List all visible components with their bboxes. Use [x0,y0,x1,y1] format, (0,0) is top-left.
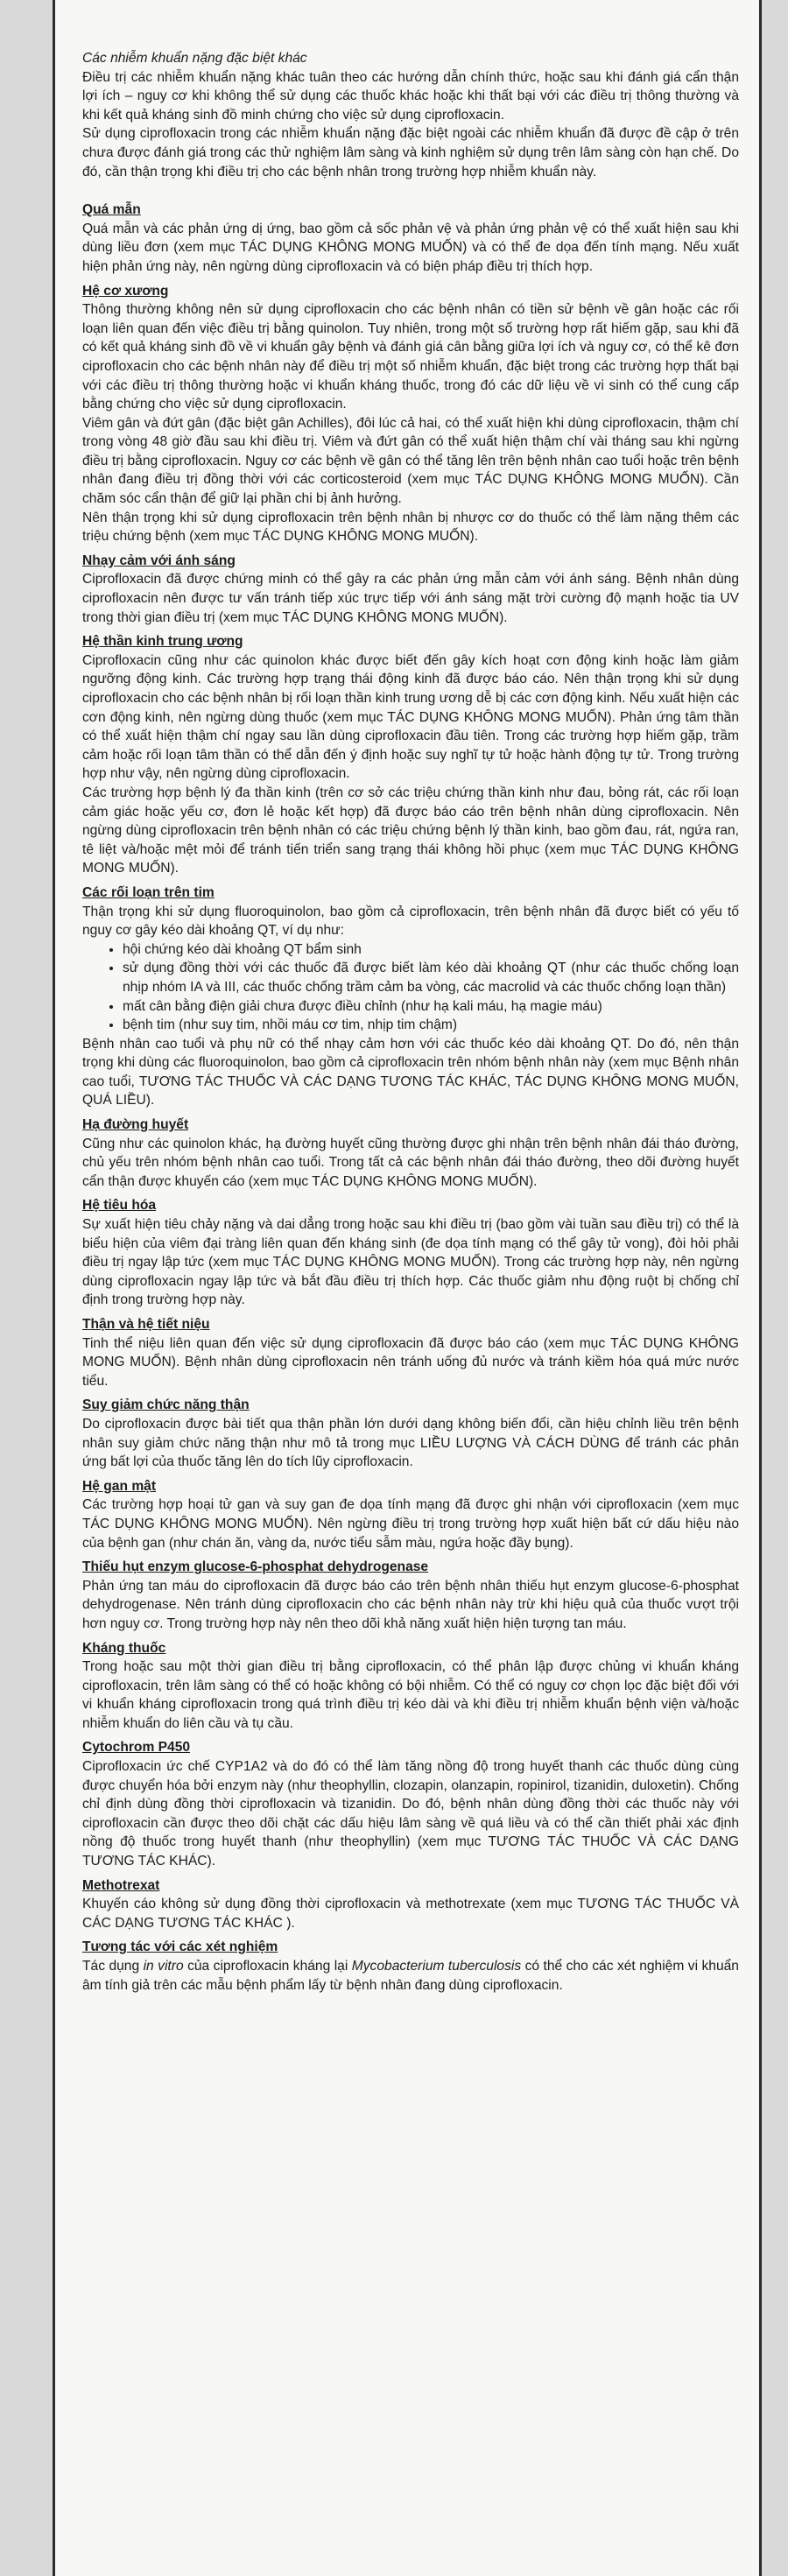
list-item: • mất cân bằng điện giải chưa được điều chỉnh (như hạ kali máu, hạ magie máu) [123,997,739,1017]
section [82,1738,739,1870]
section [82,1876,739,1933]
intro-title: Các nhiễm khuẩn nặng đặc biệt khác [82,51,307,66]
section-title: Hệ cơ xương [82,283,169,299]
section [82,282,739,546]
section-paragraph: Phản ứng tan máu do ciprofloxacin đã được báo cáo trên bệnh nhân thiếu hụt enzym glucose-6-phosphat dehydrogenase. Nên tránh dùng ciprofloxacin cho các bệnh nhân này trừ khi hiệu quả của thuốc vượt trội hơn nguy cơ. Trong trường hợp này nên theo dõi khả năng xuất hiện hiện tượng tan máu. [82,1578,739,1631]
intro-paragraph-1: Điều trị các nhiễm khuẩn nặng khác tuân theo các hướng dẫn chính thức, hoặc sau khi đánh giá cẩn thận lợi ích – nguy cơ khi không thể sử dụng các thuốc khác hoặc khi thất bại với các điều trị thông thường và khi kết quả kháng sinh đồ minh chứng cho việc sử dụng ciprofloxacin. [82,69,739,123]
section [82,1477,739,1552]
section-paragraph: Viêm gân và đứt gân (đặc biệt gân Achilles), đôi lúc cả hai, có thể xuất hiện khi dùng ciprofloxacin, thậm chí trong vòng 48 giờ đầu sau khi điều trị. Viêm và đứt gân có thể xuất hiện thậm chí vài tháng sau khi ngừng điều trị bằng ciprofloxacin. Nguy cơ các bệnh về gân có thể tăng lên trên bệnh nhân cao tuổi hoặc trên bệnh nhân đang điều trị đồng thời với các corticosteroid (xem mục TÁC DỤNG KHÔNG MONG MUỐN). Cần chăm sóc cẩn thận để giữ lại phần chi bị ảnh hưởng. [82,415,739,507]
section-title: Cytochrom P450 [82,1740,191,1756]
section [82,1639,739,1734]
section-title: Hệ gan mật [82,1478,157,1494]
section [82,1116,739,1191]
section-paragraph: Cũng như các quinolon khác, hạ đường huyết cũng thường được ghi nhận trên bệnh nhân đái tháo đường, chủ yếu trên nhóm bệnh nhân cao tuổi. Trong tất cả các bệnh nhân đái tháo đường, theo dõi đường huyết cẩn thận được khuyến cáo (xem mục TÁC DỤNG KHÔNG MONG MUỐN). [82,1136,739,1189]
section-paragraph: Do ciprofloxacin được bài tiết qua thận phần lớn dưới dạng không biến đổi, cần hiệu chỉnh liều trên bệnh nhân suy giảm chức năng thận như mô tả trong mục LIỀU LƯỢNG VÀ CÁCH DÙNG để tránh các phản ứng bất lợi của thuốc tăng lên do tích lũy ciprofloxacin. [82,1416,739,1470]
section-paragraph: Sự xuất hiện tiêu chảy nặng và dai dẳng trong hoặc sau khi điều trị (bao gồm vài tuần sau điều trị) có thể là biểu hiện của viêm đại tràng liên quan đến kháng sinh (đe dọa tính mạng có thể gây tử vong), đòi hỏi phải điều trị ngay lập tức (xem mục TÁC DỤNG KHÔNG MONG MUỐN). Trong các trường hợp này, nên ngừng dùng ciprofloxacin ngay lập tức và bắt đầu điều trị thích hợp. Các thuốc giảm nhu động ruột bị chống chỉ định trong trường hợp này. [82,1217,739,1308]
section-title: Kháng thuốc [82,1640,166,1656]
section-title: Suy giảm chức năng thận [82,1397,250,1413]
section [82,1558,739,1633]
section-paragraph: Bệnh nhân cao tuổi và phụ nữ có thể nhạy cảm hơn với các thuốc kéo dài khoảng QT. Do đó, nên thận trọng khi dùng các fluoroquinolon, bao gồm cả ciprofloxacin trên nhóm bệnh nhân này (xem mục Bệnh nhân cao tuổi, TƯƠNG TÁC THUỐC VÀ CÁC DẠNG TƯƠNG TÁC KHÁC, TÁC DỤNG KHÔNG MONG MUỐN, QUÁ LIỀU). [82,1036,739,1109]
text-run: của ciprofloxacin kháng lại [183,1959,352,1974]
intro-paragraph-2: Sử dụng ciprofloxacin trong các nhiễm khuẩn nặng đặc biệt ngoài các nhiễm khuẩn đã được đề cập ở trên chưa được đánh giá trong các thử nghiệm lâm sàng và kinh nghiệm sử dụng trên lâm sàng còn hạn chế. Do đó, cần thận trọng khi điều trị cho các bệnh nhân trong trường hợp nhiễm khuẩn này. [82,126,739,179]
section-paragraph: Quá mẫn và các phản ứng dị ứng, bao gồm cả sốc phản vệ và phản ứng phản vệ có thể xuất hiện sau khi dùng liều đơn (xem mục TÁC DỤNG KHÔNG MONG MUỐN) và có thể đe dọa đến tính mạng. Nếu xuất hiện phản ứng này, nên ngừng dùng ciprofloxacin và có biện pháp điều trị thích hợp. [82,221,739,274]
section-paragraph: Các trường hợp hoại tử gan và suy gan đe dọa tính mạng đã được ghi nhận với ciprofloxacin (xem mục TÁC DỤNG KHÔNG MONG MUỐN). Nên ngừng điều trị trong trường hợp xuất hiện bất cứ dấu hiệu nào của bệnh gan (như chán ăn, vàng da, nước tiểu sẫm màu, ngứa hoặc đầy bụng). [82,1497,739,1551]
section-title: Hạ đường huyết [82,1117,189,1133]
section [82,201,739,276]
section-title: Thiếu hụt enzym glucose-6-phosphat dehydrogenase [82,1559,429,1575]
section-intro: Thận trọng khi sử dụng fluoroquinolon, bao gồm cả ciprofloxacin, trên bệnh nhân đã được biết có yếu tố nguy cơ gây kéo dài khoảng QT, ví dụ như: [82,904,739,939]
section-paragraph: Ciprofloxacin cũng như các quinolon khác được biết đến gây kích hoạt cơn động kinh hoặc làm giảm ngưỡng động kinh. Các trường hợp trạng thái động kinh đã được báo cáo. Nên thận trọng khi sử dụng ciprofloxacin cho các bệnh nhân bị rối loạn thần kinh trung ương dễ bị các cơn động kinh. Nếu xuất hiện các cơn động kinh, nên ngừng dùng thuốc (xem mục TÁC DỤNG KHÔNG MONG MUỐN). Phản ứng tâm thần có thể xuất hiện thậm chí ngay sau lần dùng ciprofloxacin đầu tiên. Trong các trường hợp hiếm gặp, trầm cảm hoặc rối loạn tâm thần có thể dẫn đến ý định hoặc suy nghĩ tự tử hoặc hành động tự tử. Trong trường hợp như vậy, nên ngừng dùng ciprofloxacin. [82,652,739,782]
italic-text: in vitro [143,1959,184,1974]
leaflet-content [82,49,739,1995]
section-paragraph: Các trường hợp bệnh lý đa thần kinh (trên cơ sở các triệu chứng thần kinh như đau, bỏng rát, các rối loạn cảm giác hoặc yếu cơ, đơn lẻ hoặc kết hợp) đã được báo cáo trên bệnh nhân dùng ciprofloxacin. Nên ngừng dùng ciprofloxacin trên bệnh nhân có các triệu chứng bệnh lý thần kinh, bao gồm đau, rát, ngứa ran, tê liệt và/hoặc mệt mỏi để tránh tiến triển sang trạng thái không hồi phục (xem mục TÁC DỤNG KHÔNG MONG MUỐN). [82,785,739,876]
section-title: Hệ tiêu hóa [82,1198,157,1214]
section [82,552,739,627]
text-run: Tác dụng [82,1959,144,1974]
section [82,1315,739,1390]
section-title: Methotrexat [82,1877,160,1893]
leaflet-sheet [53,0,762,2576]
section [82,883,739,1110]
section-paragraph [82,1957,739,1995]
sections-container [82,201,739,1995]
text-run: có thể cho các xét nghiệm vi khuẩn âm tính giả trên các mẫu bệnh phẩm lấy từ bệnh nhân đang dùng ciprofloxacin. [82,1959,739,1993]
section [82,1938,739,1995]
section [82,632,739,878]
section-title: Hệ thần kinh trung ương [82,634,243,650]
section-title: Các rối loạn trên tim [82,884,215,900]
section [82,1196,739,1310]
italic-text: Mycobacterium tuberculosis [351,1959,522,1974]
section-paragraph: Khuyến cáo không sử dụng đồng thời ciprofloxacin và methotrexate (xem mục TƯƠNG TÁC THUỐC VÀ CÁC DẠNG TƯƠNG TÁC KHÁC ). [82,1897,739,1931]
section-paragraph: Ciprofloxacin đã được chứng minh có thể gây ra các phản ứng mẫn cảm với ánh sáng. Bệnh nhân dùng ciprofloxacin nên được tư vấn tránh tiếp xúc trực tiếp với ánh sáng mặt trời cường độ mạnh hoặc tia UV trong thời gian điều trị (xem mục TÁC DỤNG KHÔNG MONG MUỐN). [82,572,739,625]
list-item: • bệnh tim (như suy tim, nhồi máu cơ tim, nhịp tim chậm) [123,1016,739,1035]
section-paragraph: Tinh thể niệu liên quan đến việc sử dụng ciprofloxacin đã được báo cáo (xem mục TÁC DỤNG KHÔNG MONG MUỐN). Bệnh nhân dùng ciprofloxacin nên tránh uống đủ nước và tránh kiềm hóa quá mức nước tiểu. [82,1335,739,1389]
section-paragraph: Trong hoặc sau một thời gian điều trị bằng ciprofloxacin, có thể phân lập được chủng vi khuẩn kháng ciprofloxacin, trên lâm sàng có thể có hoặc không có bội nhiễm. Có thể có nguy cơ chọn lọc đặc biệt đối với vi khuẩn kháng ciprofloxacin trong quá trình điều trị kéo dài và khi điều trị nhiễm khuẩn bệnh viện và/hoặc nhiễm khuẩn do liên cầu và tụ cầu. [82,1659,739,1731]
bullet-list [82,940,739,1035]
list-item: • hội chứng kéo dài khoảng QT bẩm sinh [123,940,739,960]
section-title: Nhạy cảm với ánh sáng [82,553,236,568]
section-paragraph: Ciprofloxacin ức chế CYP1A2 và do đó có thể làm tăng nồng độ trong huyết thanh các thuốc dùng cùng được chuyển hóa bởi enzym này (như theophyllin, clozapin, olanzapin, ropinirol, tizanidin, duloxetin). Chống chỉ định dùng đồng thời ciprofloxacin và tizanidin. Do đó, bệnh nhân dùng đồng thời các thuốc này với ciprofloxacin cần được theo dõi chặt các dấu hiệu lâm sàng về quá liều và có thể cần thiết phải xác định nồng độ thuốc trong huyết thanh (như theophyllin) (xem mục TƯƠNG TÁC THUỐC VÀ CÁC DẠNG TƯƠNG TÁC KHÁC). [82,1759,739,1869]
section-title: Thận và hệ tiết niệu [82,1317,210,1332]
section [82,1396,739,1471]
section-paragraph: Nên thận trọng khi sử dụng ciprofloxacin trên bệnh nhân bị nhược cơ do thuốc có thể làm nặng thêm các triệu chứng bệnh (xem mục TÁC DỤNG KHÔNG MONG MUỐN). [82,510,739,545]
section-title: Quá mẫn [82,202,141,218]
list-item: • sử dụng đồng thời với các thuốc đã được biết làm kéo dài khoảng QT (như các thuốc chống loạn nhịp nhóm IA và III, các thuốc chống trầm cảm ba vòng, các macrolid và các thuốc chống loạn thần) [123,959,739,996]
section-title: Tương tác với các xét nghiệm [82,1939,278,1955]
section-paragraph: Thông thường không nên sử dụng ciprofloxacin cho các bệnh nhân có tiền sử bệnh về gân hoặc các rối loạn liên quan đến việc điều trị bằng quinolon. Tuy nhiên, trong một số trường hợp rất hiếm gặp, sau khi đã có kết quả kháng sinh đồ về vi khuẩn gây bệnh và đánh giá cân bằng giữa lợi ích và nguy cơ, có thể kê đơn ciprofloxacin cho các bệnh nhân này để điều trị một số nhiễm khuẩn, đặc biệt trong các trường hợp thất bại với các điều trị thông thường hoặc vi khuẩn kháng thuốc, trong đó các dữ liệu về vi sinh có thể cung cấp bằng chứng cho việc sử dụng ciprofloxacin. [82,302,739,412]
